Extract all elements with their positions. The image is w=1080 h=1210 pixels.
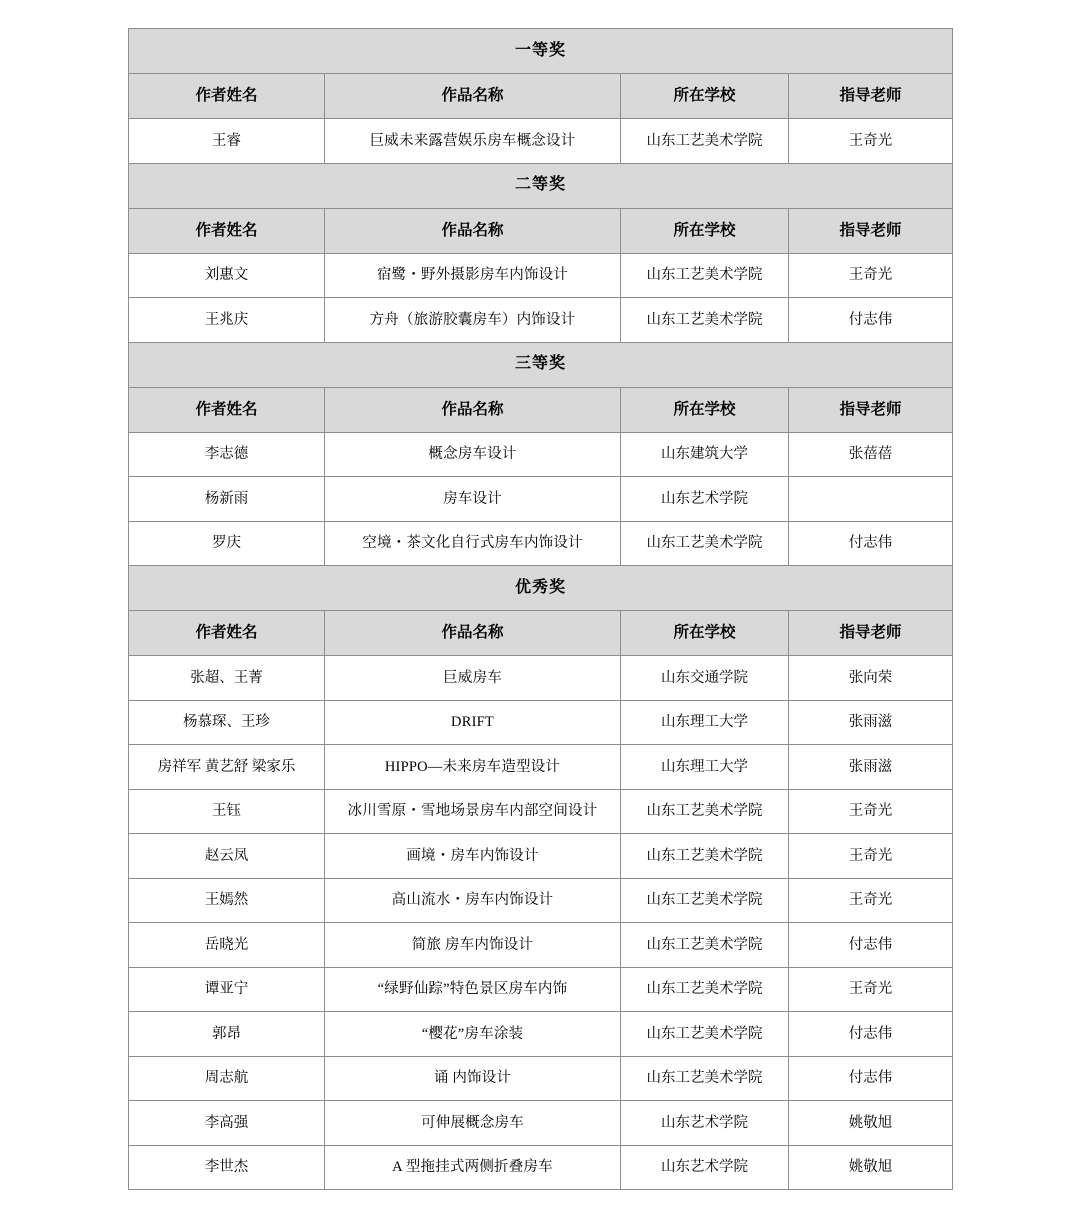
author-cell: 杨慕琛、王珍 — [129, 700, 325, 745]
work-cell: 画境・房车内饰设计 — [325, 834, 621, 879]
work-cell: “绿野仙踪”特色景区房车内饰 — [325, 967, 621, 1012]
work-cell: DRIFT — [325, 700, 621, 745]
work-cell: 空境・茶文化自行式房车内饰设计 — [325, 521, 621, 566]
table-row — [129, 878, 953, 923]
work-cell: 房车设计 — [325, 477, 621, 522]
column-header: 指导老师 — [789, 611, 953, 656]
author-cell: 周志航 — [129, 1056, 325, 1101]
column-header: 所在学校 — [621, 74, 789, 119]
author-cell: 赵云凤 — [129, 834, 325, 879]
teacher-cell: 付志伟 — [789, 521, 953, 566]
author-cell: 张超、王菁 — [129, 656, 325, 701]
table-row — [129, 521, 953, 566]
school-cell: 山东工艺美术学院 — [621, 967, 789, 1012]
teacher-cell: 王奇光 — [789, 834, 953, 879]
school-cell: 山东艺术学院 — [621, 1101, 789, 1146]
school-cell: 山东工艺美术学院 — [621, 789, 789, 834]
award-section-title-row — [129, 566, 953, 611]
column-header: 作者姓名 — [129, 208, 325, 253]
work-cell: 高山流水・房车内饰设计 — [325, 878, 621, 923]
table-row — [129, 298, 953, 343]
award-section-title: 一等奖 — [129, 29, 953, 74]
work-cell: HIPPO—未来房车造型设计 — [325, 745, 621, 790]
teacher-cell: 姚敬旭 — [789, 1145, 953, 1190]
teacher-cell: 张雨滋 — [789, 700, 953, 745]
teacher-cell: 姚敬旭 — [789, 1101, 953, 1146]
table-row — [129, 119, 953, 164]
table-row — [129, 789, 953, 834]
author-cell: 王嫣然 — [129, 878, 325, 923]
column-header: 作品名称 — [325, 387, 621, 432]
column-header: 所在学校 — [621, 208, 789, 253]
author-cell: 李世杰 — [129, 1145, 325, 1190]
author-cell: 王兆庆 — [129, 298, 325, 343]
award-section-title: 二等奖 — [129, 163, 953, 208]
column-header: 作者姓名 — [129, 74, 325, 119]
author-cell: 杨新雨 — [129, 477, 325, 522]
teacher-cell: 付志伟 — [789, 1012, 953, 1057]
award-section-title: 优秀奖 — [129, 566, 953, 611]
column-header: 作品名称 — [325, 611, 621, 656]
school-cell: 山东理工大学 — [621, 745, 789, 790]
column-header: 作品名称 — [325, 74, 621, 119]
column-header-row — [129, 387, 953, 432]
work-cell: “樱花”房车涂装 — [325, 1012, 621, 1057]
teacher-cell: 王奇光 — [789, 789, 953, 834]
school-cell: 山东工艺美术学院 — [621, 923, 789, 968]
table-row — [129, 432, 953, 477]
table-row — [129, 967, 953, 1012]
award-section-title-row — [129, 163, 953, 208]
school-cell: 山东工艺美术学院 — [621, 119, 789, 164]
teacher-cell: 张雨滋 — [789, 745, 953, 790]
teacher-cell: 王奇光 — [789, 119, 953, 164]
award-section-title-row — [129, 29, 953, 74]
column-header: 指导老师 — [789, 208, 953, 253]
work-cell: 诵 内饰设计 — [325, 1056, 621, 1101]
work-cell: 简旅 房车内饰设计 — [325, 923, 621, 968]
teacher-cell: 张蓓蓓 — [789, 432, 953, 477]
column-header-row — [129, 611, 953, 656]
teacher-cell — [789, 477, 953, 522]
column-header: 所在学校 — [621, 611, 789, 656]
school-cell: 山东工艺美术学院 — [621, 253, 789, 298]
school-cell: 山东工艺美术学院 — [621, 1012, 789, 1057]
award-section-title: 三等奖 — [129, 342, 953, 387]
author-cell: 谭亚宁 — [129, 967, 325, 1012]
work-cell: 巨威房车 — [325, 656, 621, 701]
table-row — [129, 1056, 953, 1101]
work-cell: 冰川雪原・雪地场景房车内部空间设计 — [325, 789, 621, 834]
work-cell: 方舟（旅游胶囊房车）内饰设计 — [325, 298, 621, 343]
author-cell: 刘惠文 — [129, 253, 325, 298]
teacher-cell: 王奇光 — [789, 878, 953, 923]
teacher-cell: 付志伟 — [789, 298, 953, 343]
school-cell: 山东工艺美术学院 — [621, 1056, 789, 1101]
school-cell: 山东艺术学院 — [621, 1145, 789, 1190]
teacher-cell: 王奇光 — [789, 253, 953, 298]
column-header: 作者姓名 — [129, 611, 325, 656]
author-cell: 李高强 — [129, 1101, 325, 1146]
author-cell: 李志德 — [129, 432, 325, 477]
author-cell: 郭昂 — [129, 1012, 325, 1057]
school-cell: 山东理工大学 — [621, 700, 789, 745]
table-row — [129, 253, 953, 298]
award-results-table — [128, 28, 953, 1190]
school-cell: 山东工艺美术学院 — [621, 521, 789, 566]
table-row — [129, 745, 953, 790]
table-row — [129, 834, 953, 879]
column-header: 指导老师 — [789, 74, 953, 119]
table-row — [129, 477, 953, 522]
table-row — [129, 923, 953, 968]
column-header: 所在学校 — [621, 387, 789, 432]
author-cell: 王钰 — [129, 789, 325, 834]
table-row — [129, 656, 953, 701]
work-cell: A 型拖挂式两侧折叠房车 — [325, 1145, 621, 1190]
teacher-cell: 张向荣 — [789, 656, 953, 701]
table-row — [129, 1012, 953, 1057]
author-cell: 房祥军 黄艺舒 梁家乐 — [129, 745, 325, 790]
column-header-row — [129, 208, 953, 253]
work-cell: 宿鹭・野外摄影房车内饰设计 — [325, 253, 621, 298]
column-header: 作者姓名 — [129, 387, 325, 432]
table-row — [129, 1145, 953, 1190]
column-header-row — [129, 74, 953, 119]
school-cell: 山东交通学院 — [621, 656, 789, 701]
column-header: 作品名称 — [325, 208, 621, 253]
column-header: 指导老师 — [789, 387, 953, 432]
school-cell: 山东工艺美术学院 — [621, 834, 789, 879]
award-section-title-row — [129, 342, 953, 387]
work-cell: 巨威未来露营娱乐房车概念设计 — [325, 119, 621, 164]
school-cell: 山东工艺美术学院 — [621, 298, 789, 343]
table-row — [129, 1101, 953, 1146]
author-cell: 罗庆 — [129, 521, 325, 566]
work-cell: 可伸展概念房车 — [325, 1101, 621, 1146]
school-cell: 山东工艺美术学院 — [621, 878, 789, 923]
author-cell: 王睿 — [129, 119, 325, 164]
school-cell: 山东艺术学院 — [621, 477, 789, 522]
author-cell: 岳晓光 — [129, 923, 325, 968]
teacher-cell: 付志伟 — [789, 923, 953, 968]
work-cell: 概念房车设计 — [325, 432, 621, 477]
school-cell: 山东建筑大学 — [621, 432, 789, 477]
teacher-cell: 王奇光 — [789, 967, 953, 1012]
table-row — [129, 700, 953, 745]
teacher-cell: 付志伟 — [789, 1056, 953, 1101]
